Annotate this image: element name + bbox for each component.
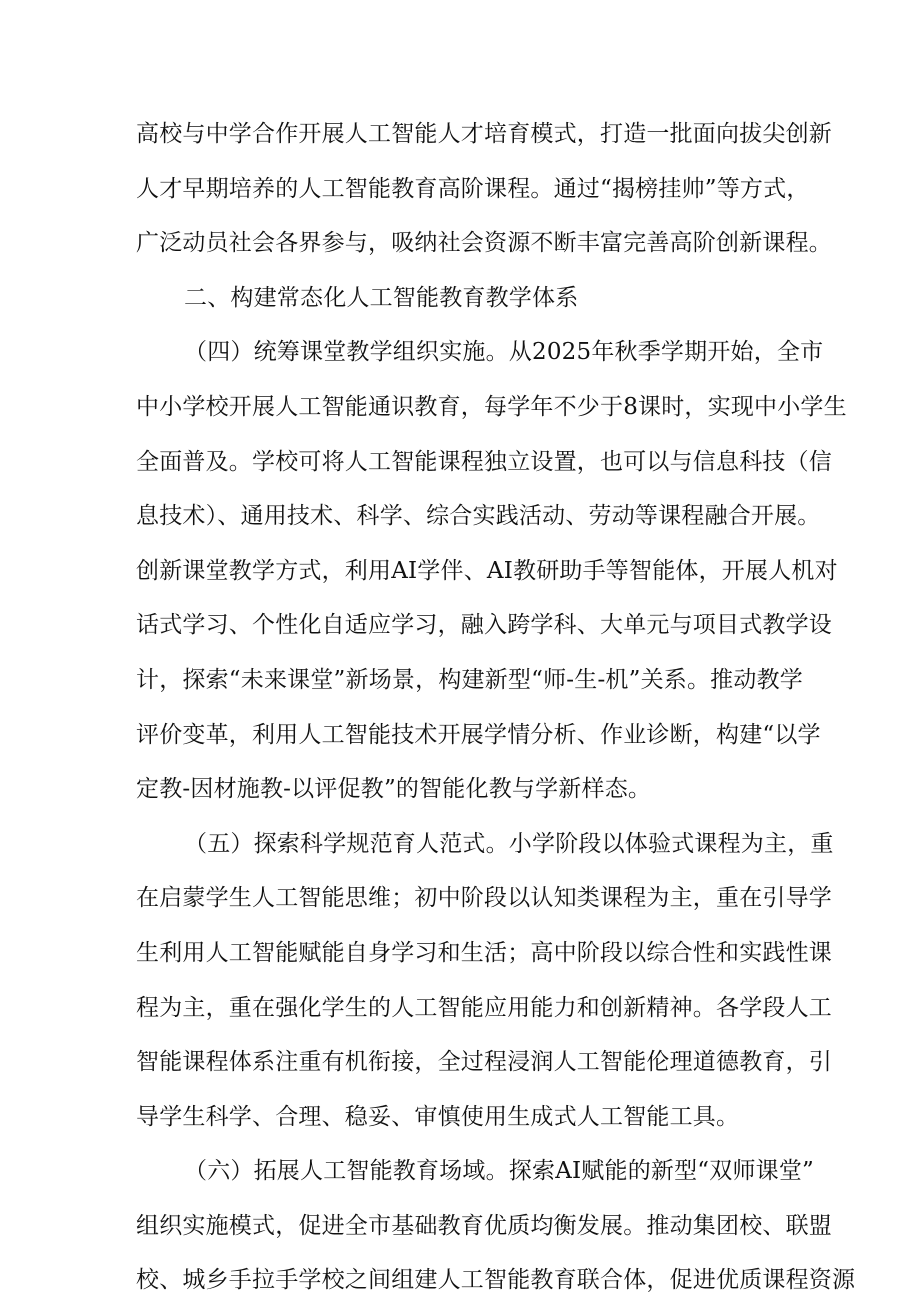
document-body	[136, 107, 856, 1308]
text-line: 在启蒙学生人工智能思维；初中阶段以认知类课程为主，重在引导学	[136, 885, 832, 912]
text-line: 校、城乡手拉手学校之间组建人工智能教育联合体，促进优质课程资源	[136, 1267, 856, 1294]
text-line: 评价变革，利用人工智能技术开展学情分析、作业诊断，构建“以学	[136, 721, 821, 748]
text-line: 程为主，重在强化学生的人工智能应用能力和创新精神。各学段人工	[136, 994, 832, 1021]
text-line: 话式学习、个性化自适应学习，融入跨学科、大单元与项目式教学设	[136, 612, 832, 639]
text-line: 高校与中学合作开展人工智能人才培育模式，打造一批面向拔尖创新	[136, 121, 832, 147]
text-line: 智能课程体系注重有机衔接，全过程浸润人工智能伦理道德教育，引	[136, 1049, 832, 1076]
text-line: 生利用人工智能赋能自身学习和生活；高中阶段以综合性和实践性课	[136, 939, 832, 966]
text-line: 计，探索“未来课堂”新场景，构建新型“师-生-机”关系。推动教学	[136, 666, 803, 693]
text-line: 息技术）、通用技术、科学、综合实践活动、劳动等课程融合开展。	[136, 503, 821, 530]
paragraph-first-line: （六）拓展人工智能教育场域。探索AI赋能的新型“双师课堂”	[184, 1158, 815, 1185]
text-line: 组织实施模式，促进全市基础教育优质均衡发展。推动集团校、联盟	[136, 1212, 832, 1239]
section-heading: 二、构建常态化人工智能教育教学体系	[184, 284, 579, 311]
text-line: 创新课堂教学方式，利用AI学伴、AI教研助手等智能体，开展人机对	[136, 557, 838, 584]
text-line: 全面普及。学校可将人工智能课程独立设置，也可以与信息科技（信	[136, 448, 832, 475]
paragraph-first-line: （四）统筹课堂教学组织实施。从2025年秋季学期开始，全市	[184, 339, 824, 366]
text-line: 人才早期培养的人工智能教育高阶课程。通过“揭榜挂帅”等方式，	[136, 175, 810, 202]
text-line: 广泛动员社会各界参与，吸纳社会资源不断丰富完善高阶创新课程。	[136, 230, 832, 257]
text-line: 中小学校开展人工智能通识教育，每学年不少于8课时，实现中小学生	[136, 393, 847, 420]
text-line: 定教-因材施教-以评促教”的智能化教与学新样态。	[136, 776, 652, 803]
paragraph-first-line: （五）探索科学规范育人范式。小学阶段以体验式课程为主，重	[184, 830, 834, 857]
text-line: 导学生科学、合理、稳妥、审慎使用生成式人工智能工具。	[136, 1103, 740, 1130]
